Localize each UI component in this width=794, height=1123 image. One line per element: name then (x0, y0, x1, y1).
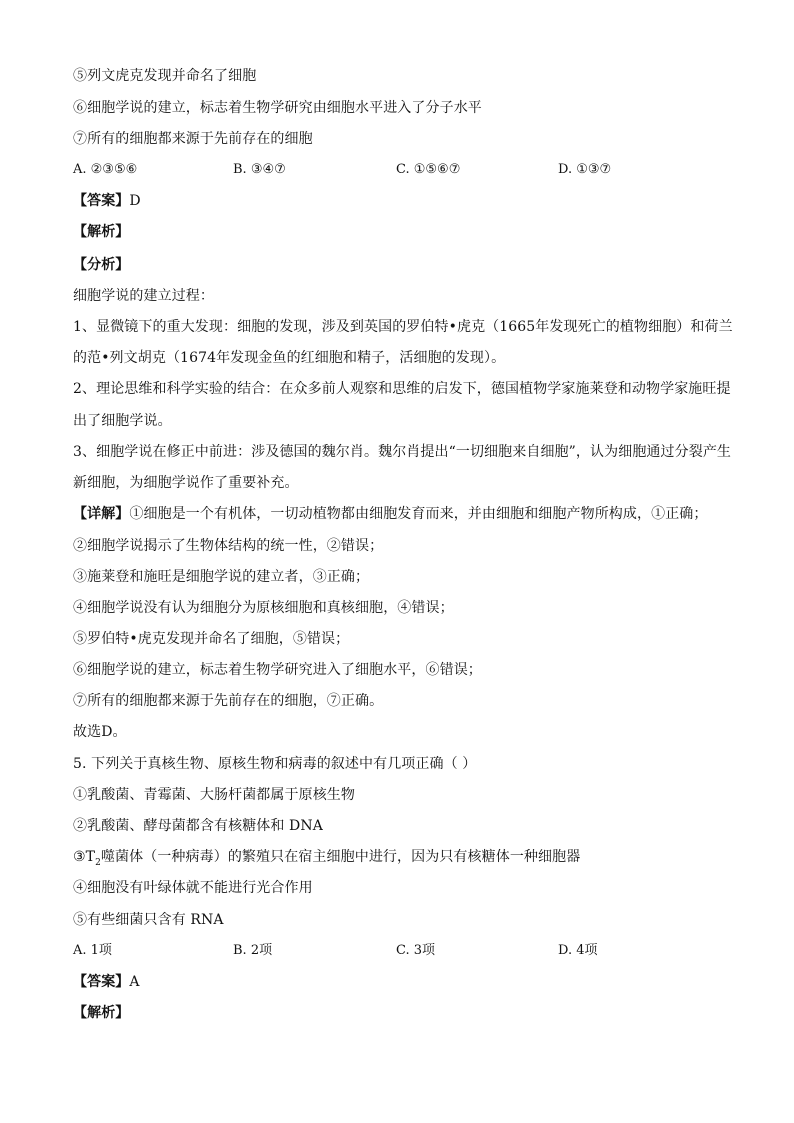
detail-text-1: ①细胞是一个有机体，一切动植物都由细胞发育而来，并由细胞和细胞产物所构成，①正确； (129, 506, 708, 522)
q4-option-a: A. ②③⑤⑥ (73, 162, 138, 177)
detail-line-3: ③施莱登和施旺是细胞学说的建立者，③正确； (73, 569, 370, 585)
q4-options (73, 161, 723, 179)
q5-statement-3-subscript: 2 (95, 857, 101, 868)
conclusion: 故选D。 (73, 724, 127, 740)
paragraph-2-line-2: 出了细胞学说。 (73, 413, 172, 429)
q4-option-c: C. ①⑤⑥⑦ (396, 162, 461, 177)
detail-line-5: ⑤罗伯特•虎克发现并命名了细胞，⑤错误； (73, 631, 350, 647)
detail-line-2: ②细胞学说揭示了生物体结构的统一性，②错误； (73, 538, 384, 554)
detail-line-1 (73, 505, 708, 523)
detail-line-7: ⑦所有的细胞都来源于先前存在的细胞，⑦正确。 (73, 693, 384, 709)
statement-5: ⑤列文虎克发现并命名了细胞 (73, 68, 257, 84)
paragraph-3-line-1: 3、细胞学说在修正中前进：涉及德国的魏尔肖。魏尔肖提出“一切细胞来自细胞”，认为细胞通过分裂产生 (73, 444, 732, 460)
paragraph-3-line-2: 新细胞，为细胞学说作了重要补充。 (73, 475, 299, 491)
answer-label-q5: 【答案】 (73, 974, 130, 990)
paragraph-1-line-2: 的范•列文胡克（1674年发现金鱼的红细胞和精子，活细胞的发现）。 (73, 350, 506, 366)
q5-option-d: D. 4项 (558, 943, 598, 958)
q5-options (73, 942, 723, 960)
statement-6: ⑥细胞学说的建立，标志着生物学研究由细胞水平进入了分子水平 (73, 100, 482, 116)
answer-value: D (129, 193, 141, 209)
detail-line-4: ④细胞学说没有认为细胞分为原核细胞和真核细胞，④错误； (73, 600, 454, 616)
q5-statement-3 (73, 848, 580, 866)
answer-line-q4 (73, 192, 141, 210)
q5-option-a: A. 1项 (73, 943, 112, 958)
question-5-stem: 5. 下列关于真核生物、原核生物和病毒的叙述中有几项正确（ ） (73, 756, 477, 772)
q4-option-d: D. ①③⑦ (558, 162, 612, 177)
analysis-heading-q5: 【解析】 (73, 1005, 130, 1021)
answer-value-q5: A (129, 974, 140, 990)
answer-line-q5 (73, 973, 140, 991)
q5-statement-2: ②乳酸菌、酵母菌都含有核糖体和 DNA (73, 818, 323, 834)
q5-statement-3-text: 噬菌体（一种病毒）的繁殖只在宿主细胞中进行，因为只有核糖体一种细胞器 (100, 849, 581, 865)
statement-7: ⑦所有的细胞都来源于先前存在的细胞 (73, 131, 313, 147)
q5-statement-4: ④细胞没有叶绿体就不能进行光合作用 (73, 880, 313, 896)
process-title: 细胞学说的建立过程： (73, 288, 214, 304)
q5-option-c: C. 3项 (396, 943, 436, 958)
detail-label: 【详解】 (73, 506, 130, 522)
analysis-heading: 【解析】 (73, 224, 130, 240)
q5-statement-5: ⑤有些细菌只含有 RNA (73, 912, 224, 928)
q5-statement-1: ①乳酸菌、青霉菌、大肠杆菌都属于原核生物 (73, 787, 355, 803)
q4-option-b: B. ③④⑦ (233, 162, 286, 177)
paragraph-1-line-1: 1、显微镜下的重大发现：细胞的发现，涉及到英国的罗伯特•虎克（1665年发现死亡的植物细胞）和荷兰 (73, 319, 733, 335)
answer-label: 【答案】 (73, 193, 130, 209)
paragraph-2-line-1: 2、理论思维和科学实验的结合：在众多前人观察和思维的启发下，德国植物学家施莱登和动物学家施旺提 (73, 381, 731, 397)
q5-option-b: B. 2项 (233, 943, 273, 958)
detail-line-6: ⑥细胞学说的建立，标志着生物学研究进入了细胞水平，⑥错误； (73, 662, 482, 678)
q5-statement-3-prefix: ③T (73, 849, 96, 865)
fenxi-heading: 【分析】 (73, 257, 130, 273)
